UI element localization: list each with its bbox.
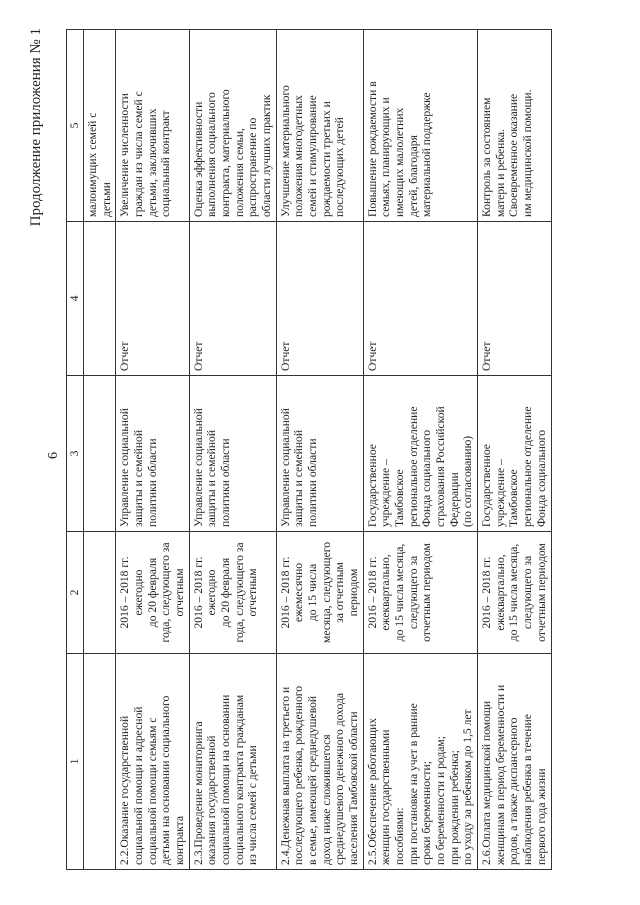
- table-cell: [84, 376, 116, 532]
- cell-line: рождаемости третьих и: [319, 101, 333, 217]
- cell-line: Отчет: [118, 341, 132, 371]
- cell-line: периодом: [347, 568, 361, 617]
- cell-line: материальной поддержке: [420, 92, 434, 217]
- responsible-cell: [116, 376, 189, 532]
- cell-line: при постановке на учет в ранние: [406, 703, 420, 865]
- cell-line: выполнения социального: [205, 92, 219, 217]
- measure-cell: [116, 654, 189, 870]
- cell-line: Управление социальной: [118, 408, 132, 527]
- cell-line: до 15 числа месяца,: [507, 543, 521, 642]
- cell-line: социальной помощи семьям с: [145, 717, 159, 865]
- column-header: 2: [67, 532, 84, 654]
- cell-line: Повышение рождаемости в: [365, 81, 379, 217]
- program-table: [66, 29, 552, 870]
- cell-line: Отчет: [191, 341, 205, 371]
- cell-line: имеющих малолетних: [393, 107, 407, 217]
- cell-line: Фонда социального: [420, 429, 434, 527]
- table-row: [276, 30, 363, 870]
- cell-line: 2.3.Проведение мониторинга: [191, 721, 205, 865]
- table-row: [478, 30, 551, 870]
- cell-line: положения семьи,: [232, 128, 246, 217]
- cell-line: Тамбовское: [507, 469, 521, 527]
- responsible-cell: [363, 376, 477, 532]
- cell-line: женщинам в период беременности и: [493, 684, 507, 865]
- form-cell: [363, 222, 477, 376]
- cell-line: до 20 февраля: [145, 557, 159, 628]
- cell-line: 2016 – 2018 гг.: [480, 556, 494, 629]
- result-cell: [478, 30, 551, 222]
- result-cell: [116, 30, 189, 222]
- cell-line: Улучшение материального: [278, 85, 292, 217]
- cell-line: до 20 февраля: [219, 557, 233, 628]
- cell-line: региональное отделение: [521, 406, 535, 527]
- cell-line: населения Тамбовской области: [347, 711, 361, 865]
- cell-line: последующего ребенка, рожденного: [292, 685, 306, 865]
- cell-line: области лучших практик: [260, 94, 274, 217]
- cell-line: в семье, имеющей среднедушевой: [306, 695, 320, 865]
- responsible-cell: [276, 376, 363, 532]
- deadline-cell: [478, 532, 551, 654]
- cell-line: политики области: [219, 438, 233, 527]
- table-row: [189, 30, 276, 870]
- cell-line: Управление социальной: [191, 408, 205, 527]
- cell-line: сроки беременности;: [420, 761, 434, 865]
- cell-line: социальный контракт: [159, 110, 173, 217]
- cell-line: за отчетным: [333, 562, 347, 623]
- cell-line: учреждение –: [493, 459, 507, 527]
- cell-line: Оценка эффективности: [191, 101, 205, 217]
- cell-line: отчетным периодом: [534, 543, 548, 642]
- cell-line: социальной помощи на основании: [219, 694, 233, 865]
- cell-line: ежеквартально,: [493, 554, 507, 631]
- cell-line: по уходу за ребенком до 1,5 лет: [461, 709, 475, 865]
- cell-line: доход ниже сложившегося: [319, 734, 333, 865]
- cell-line: детьми, заключивших: [145, 108, 159, 217]
- cell-line: контракта: [173, 815, 187, 865]
- cell-line: до 15 числа: [306, 563, 320, 622]
- form-cell: [478, 222, 551, 376]
- cell-line: наблюдения ребенка в течение: [521, 714, 535, 865]
- cell-line: граждан из числа семей с: [132, 91, 146, 217]
- cell-line: Контроль за состоянием: [480, 97, 494, 217]
- cell-line: Государственное: [480, 444, 494, 527]
- cell-line: им медицинской помощи.: [521, 89, 535, 217]
- cell-line: при рождении ребенка;: [447, 750, 461, 865]
- cell-line: Управление социальной: [278, 408, 292, 527]
- cell-line: семьях, планирующих и: [379, 97, 393, 217]
- cell-line: 2016 – 2018 гг.: [365, 556, 379, 629]
- cell-line: до 15 числа месяца,: [393, 543, 407, 642]
- column-header: 3: [67, 376, 84, 532]
- deadline-cell: [276, 532, 363, 654]
- page-number: 6: [46, 452, 61, 459]
- cell-line: последующих детей: [333, 117, 347, 217]
- cell-line: защиты и семейной: [292, 429, 306, 527]
- cell-line: малоимущих семей с: [86, 112, 99, 217]
- form-cell: [116, 222, 189, 376]
- appendix-note: Продолжение приложения № 1: [28, 28, 44, 227]
- responsible-cell: [189, 376, 276, 532]
- cell-line: 2.2.Оказание государственной: [118, 715, 132, 865]
- deadline-cell: [363, 532, 477, 654]
- cell-line: семей и стимулирование: [306, 95, 320, 217]
- cell-line: ежеквартально,: [379, 554, 393, 631]
- cell-line: Федерации: [447, 472, 461, 527]
- carryover-row: [84, 30, 116, 870]
- cell-line: Своевременное оказание: [507, 93, 521, 217]
- cell-line: детьми на основании социального: [159, 695, 173, 865]
- table-cell: [84, 532, 116, 654]
- cell-line: месяца, следующего: [319, 542, 333, 644]
- result-cell: [363, 30, 477, 222]
- table-row: [363, 30, 477, 870]
- cell-line: года, следующего за: [159, 542, 173, 643]
- measure-cell: [189, 654, 276, 870]
- measure-cell: [363, 654, 477, 870]
- carryover-cell: [84, 30, 116, 222]
- cell-line: учреждение –: [379, 459, 393, 527]
- table-cell: [84, 654, 116, 870]
- cell-line: политики области: [306, 438, 320, 527]
- cell-line: следующего за: [406, 555, 420, 630]
- table-cell: [84, 222, 116, 376]
- measure-cell: [276, 654, 363, 870]
- cell-line: 2.6.Оплата медицинской помощи: [480, 700, 494, 865]
- cell-line: Отчет: [480, 341, 494, 371]
- cell-line: среднедушевого денежного дохода: [333, 693, 347, 865]
- cell-line: из числа семей с детьми: [246, 745, 260, 865]
- cell-line: отчетным: [246, 568, 260, 617]
- cell-line: детей, благодаря: [406, 135, 420, 217]
- cell-line: распространение по: [246, 117, 260, 217]
- cell-line: 2016 – 2018 гг.: [118, 556, 132, 629]
- cell-line: родов, а также диспансерного: [507, 717, 521, 865]
- cell-line: Тамбовское: [393, 469, 407, 527]
- cell-line: 2016 – 2018 гг.: [278, 556, 292, 629]
- cell-line: отчетным периодом: [420, 543, 434, 642]
- cell-line: детьми: [99, 182, 113, 217]
- cell-line: 2.5.Обеспечение работающих: [365, 717, 379, 865]
- table-row: [116, 30, 189, 870]
- cell-line: защиты и семейной: [205, 429, 219, 527]
- cell-line: оказания государственной: [205, 735, 219, 865]
- column-header: 5: [67, 30, 84, 222]
- cell-line: матери и ребенка.: [493, 129, 507, 217]
- cell-line: отчетным: [173, 568, 187, 617]
- cell-line: (по согласованию): [461, 435, 475, 527]
- responsible-cell: [478, 376, 551, 532]
- cell-line: следующего за: [521, 555, 535, 630]
- deadline-cell: [116, 532, 189, 654]
- measure-cell: [478, 654, 551, 870]
- cell-line: защиты и семейной: [132, 429, 146, 527]
- cell-line: региональное отделение: [406, 406, 420, 527]
- cell-line: ежемесячно: [292, 562, 306, 623]
- cell-line: года, следующего за: [232, 542, 246, 643]
- form-cell: [189, 222, 276, 376]
- cell-line: Отчет: [278, 341, 292, 371]
- cell-line: Увеличение численности: [118, 93, 132, 217]
- header-row: [67, 30, 84, 870]
- cell-line: социального контракта гражданам: [232, 694, 246, 865]
- cell-line: политики области: [145, 438, 159, 527]
- form-cell: [276, 222, 363, 376]
- cell-line: Государственное: [365, 444, 379, 527]
- cell-line: Фонда социального: [534, 429, 548, 527]
- cell-line: 2.4.Денежная выплата на третьего и: [278, 686, 292, 865]
- cell-line: страхования Российской: [434, 406, 448, 527]
- cell-line: по беременности и родам;: [434, 736, 448, 865]
- cell-line: контракта, материального: [219, 89, 233, 217]
- column-header: 4: [67, 222, 84, 376]
- deadline-cell: [189, 532, 276, 654]
- cell-line: положения многодетных: [292, 95, 306, 217]
- cell-line: ежегодно: [205, 569, 219, 616]
- result-cell: [189, 30, 276, 222]
- cell-line: Отчет: [365, 341, 379, 371]
- column-header: 1: [67, 654, 84, 870]
- cell-line: 2016 – 2018 гг.: [191, 556, 205, 629]
- cell-line: ежегодно: [132, 569, 146, 616]
- cell-line: первого года жизни: [534, 768, 548, 865]
- result-cell: [276, 30, 363, 222]
- cell-line: женщин государственными: [379, 729, 393, 865]
- cell-line: пособиями:: [393, 807, 407, 865]
- cell-line: социальной помощи и адресной: [132, 706, 146, 865]
